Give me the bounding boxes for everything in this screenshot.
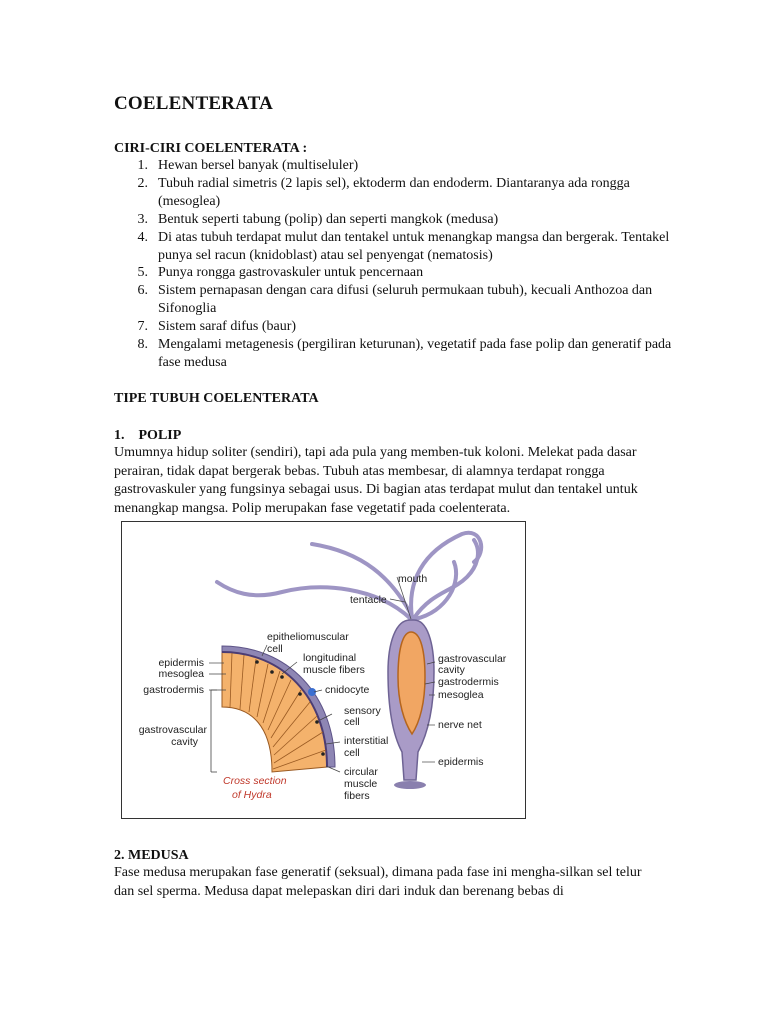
- label-interstitial-cell: cell: [344, 747, 360, 759]
- label-sensory: sensory: [344, 705, 381, 717]
- label-cavity-left: cavity: [171, 736, 198, 748]
- label-sensory-cell: cell: [344, 716, 360, 728]
- ciri-item-text: Mengalami metagenesis (pergiliran keturunan), vegetatif pada fase polip dan generatif pada fase medusa: [158, 337, 672, 370]
- label-circular: circular: [344, 766, 378, 778]
- label-interstitial: interstitial: [344, 735, 389, 747]
- ciri-item: [114, 282, 674, 318]
- tipe-heading: TIPE TUBUH COELENTERATA: [114, 391, 319, 406]
- ciri-item: [114, 318, 674, 336]
- left-bracket: [211, 690, 217, 772]
- ciri-item: [114, 229, 674, 265]
- ciri-item-number: 3.: [137, 211, 148, 227]
- ciri-item: [114, 157, 674, 175]
- label-circular-muscle: muscle: [344, 778, 378, 790]
- label-longitudinal-muscle-fibers: muscle fibers: [303, 664, 365, 676]
- ciri-item-text: Sistem saraf difus (baur): [158, 319, 297, 335]
- ciri-list: [114, 157, 674, 372]
- label-mouth: mouth: [398, 573, 428, 585]
- medusa-heading: 2. MEDUSA: [114, 848, 189, 863]
- ciri-item: [114, 175, 674, 211]
- label-gastrovascular-left: gastrovascular: [138, 724, 207, 736]
- ciri-item: [114, 264, 674, 282]
- caption-cross-section: Cross section: [223, 775, 287, 787]
- ciri-item-text: Bentuk seperti tabung (polip) dan seperti mangkok (medusa): [158, 211, 499, 227]
- label-gastrodermis-left: gastrodermis: [143, 684, 204, 696]
- ciri-item-text: Sistem pernapasan dengan cara difusi (seluruh permukaan tubuh), kecuali Anthozoa dan Sifonoglia: [158, 283, 653, 317]
- hydra-diagram: [122, 522, 525, 818]
- label-longitudinal: longitudinal: [303, 652, 357, 664]
- ciri-item-number: 5.: [137, 265, 148, 281]
- label-gastrodermis-right: gastrodermis: [438, 676, 499, 688]
- basal-disc: [394, 781, 426, 789]
- label-epitheliomuscular: epitheliomuscular: [267, 631, 349, 643]
- label-circular-fibers: fibers: [344, 790, 370, 802]
- ciri-item: [114, 336, 674, 372]
- ciri-item: [114, 211, 674, 229]
- label-epitheliomuscular-cell: cell: [267, 643, 283, 655]
- label-mesoglea-right: mesoglea: [438, 689, 484, 701]
- medusa-paragraph: Fase medusa merupakan fase generatif (seksual), dimana pada fase ini mengha-silkan sel telur dan sel sperma. Medusa dapat melepaskan diri dari induk dan berenang bebas di: [114, 865, 642, 899]
- ciri-item-number: 7.: [137, 319, 148, 335]
- document-title: COELENTERATA: [114, 93, 274, 114]
- polip-paragraph: Umumnya hidup soliter (sendiri), tapi ada pula yang memben-tuk koloni. Melekat pada dasar perairan, tidak dapat bergerak bebas. Tubuh atas membesar, di alamnya terdapat rongga gastrovaskuler yang fungsinya sebagai usus. Di bagian atas terdapat mulut dan tentakel untuk menangkap mangsa. Polip merupakan fase vegetatif pada coelenterata.: [114, 445, 638, 516]
- ciri-item-number: 4.: [137, 229, 148, 245]
- label-mesoglea-left: mesoglea: [158, 668, 204, 680]
- ciri-item-number: 2.: [137, 175, 148, 191]
- label-epidermis-right: epidermis: [438, 756, 484, 768]
- label-epidermis-left: epidermis: [158, 657, 204, 669]
- label-cnidocyte: cnidocyte: [325, 684, 370, 696]
- ciri-item-text: Punya rongga gastrovaskuler untuk pencernaan: [158, 265, 424, 281]
- ciri-item-number: 1.: [137, 158, 148, 173]
- ciri-item-text: Tubuh radial simetris (2 lapis sel), ektoderm dan endoderm. Diantaranya ada rongga (mesoglea): [158, 175, 630, 209]
- ciri-item-number: 6.: [137, 283, 148, 299]
- ciri-item-text: Hewan bersel banyak (multiseluler): [158, 158, 359, 173]
- ciri-item-text: Di atas tubuh terdapat mulut dan tentakel untuk menangkap mangsa dan bergerak. Tentakel punya sel racun (knidoblast) atau sel penyengat (nematosis): [158, 229, 670, 263]
- label-cavity-right: cavity: [438, 664, 465, 676]
- hydra-figure: [121, 521, 526, 819]
- label-tentacle: tentacle: [350, 594, 387, 606]
- caption-of-hydra: of Hydra: [232, 789, 272, 801]
- polip-heading: 1. POLIP: [114, 428, 182, 443]
- ciri-item-number: 8.: [137, 337, 148, 353]
- label-nerve-net: nerve net: [438, 719, 482, 731]
- tentacles: [217, 533, 481, 619]
- label-gastrovascular-right: gastrovascular: [438, 653, 507, 665]
- ciri-heading: CIRI-CIRI COELENTERATA :: [114, 141, 308, 156]
